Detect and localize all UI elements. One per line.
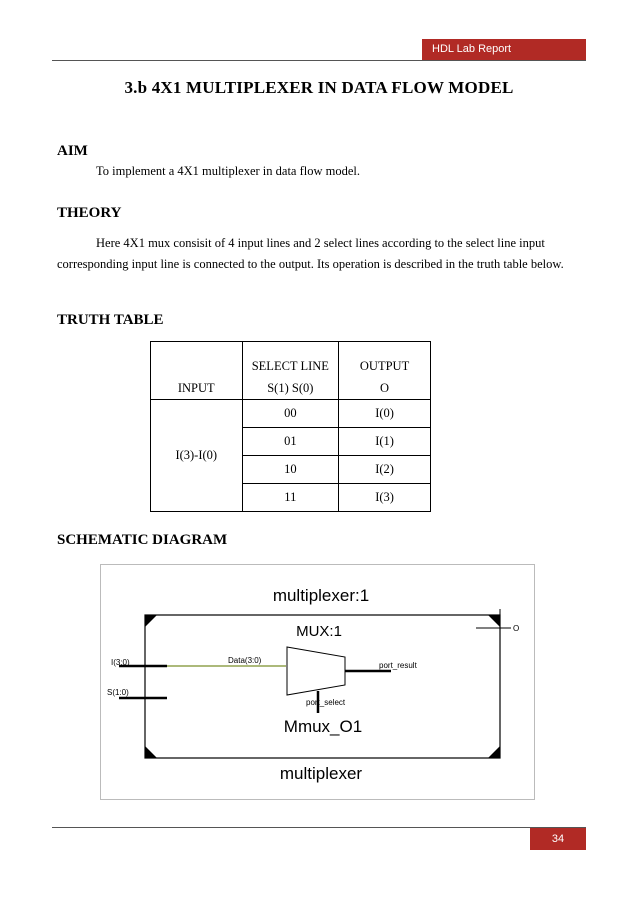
corner-mark: [488, 615, 500, 627]
instance-label: Mmux_O1: [283, 717, 363, 736]
theory-line-1: Here 4X1 mux consisit of 4 input lines and 2 select lines according to the select line input: [96, 236, 545, 250]
table-row: [151, 400, 431, 428]
header-input: [151, 342, 243, 400]
input-s-label: S(1:0): [107, 688, 129, 697]
theory-heading: THEORY: [57, 205, 122, 221]
select-pin-label: port_select: [306, 698, 346, 707]
select-value: 00: [242, 400, 339, 428]
mux-shape: [287, 647, 345, 695]
mux-label: MUX:1: [296, 623, 342, 640]
input-value: I(3)-I(0): [151, 400, 243, 512]
header-output-top: OUTPUT: [359, 359, 410, 373]
output-value: I(2): [339, 456, 431, 484]
corner-mark: [145, 615, 157, 627]
select-value: 11: [242, 484, 339, 512]
header-select-top: SELECT LINE: [251, 359, 329, 373]
theory-line-2: corresponding input line is connected to the output. Its operation is described in the truth table below.: [57, 257, 564, 271]
header-divider: [52, 60, 586, 61]
page-title: 3.b 4X1 MULTIPLEXER IN DATA FLOW MODEL: [124, 78, 514, 97]
header-label: HDL Lab Report: [422, 39, 586, 60]
schematic-diagram: [100, 564, 535, 800]
corner-mark: [145, 746, 157, 758]
page-number: 34: [530, 828, 586, 850]
header-input-label: INPUT: [177, 381, 215, 395]
footer-divider: [52, 827, 586, 828]
data-pin-label: Data(3:0): [228, 656, 262, 665]
select-value: 10: [242, 456, 339, 484]
corner-mark: [488, 746, 500, 758]
aim-heading: AIM: [57, 143, 88, 159]
module-top-label: multiplexer:1: [272, 586, 370, 605]
header-select-bottom: S(1) S(0): [267, 381, 314, 395]
result-pin-label: port_result: [379, 661, 417, 670]
output-o-label: O: [513, 624, 520, 633]
schematic-heading: SCHEMATIC DIAGRAM: [57, 532, 228, 548]
output-value: I(0): [339, 400, 431, 428]
module-bottom-label: multiplexer: [279, 764, 363, 783]
header-output: [339, 342, 431, 400]
output-value: I(1): [339, 428, 431, 456]
aim-text: To implement a 4X1 multiplexer in data flow model.: [96, 164, 360, 178]
truth-table-heading: TRUTH TABLE: [57, 312, 164, 328]
truth-table: [150, 341, 431, 512]
header-output-bottom: O: [380, 381, 390, 395]
header-select: [242, 342, 339, 400]
select-value: 01: [242, 428, 339, 456]
input-i-label: I(3:0): [111, 658, 130, 667]
output-value: I(3): [339, 484, 431, 512]
schematic-svg: [101, 565, 536, 801]
